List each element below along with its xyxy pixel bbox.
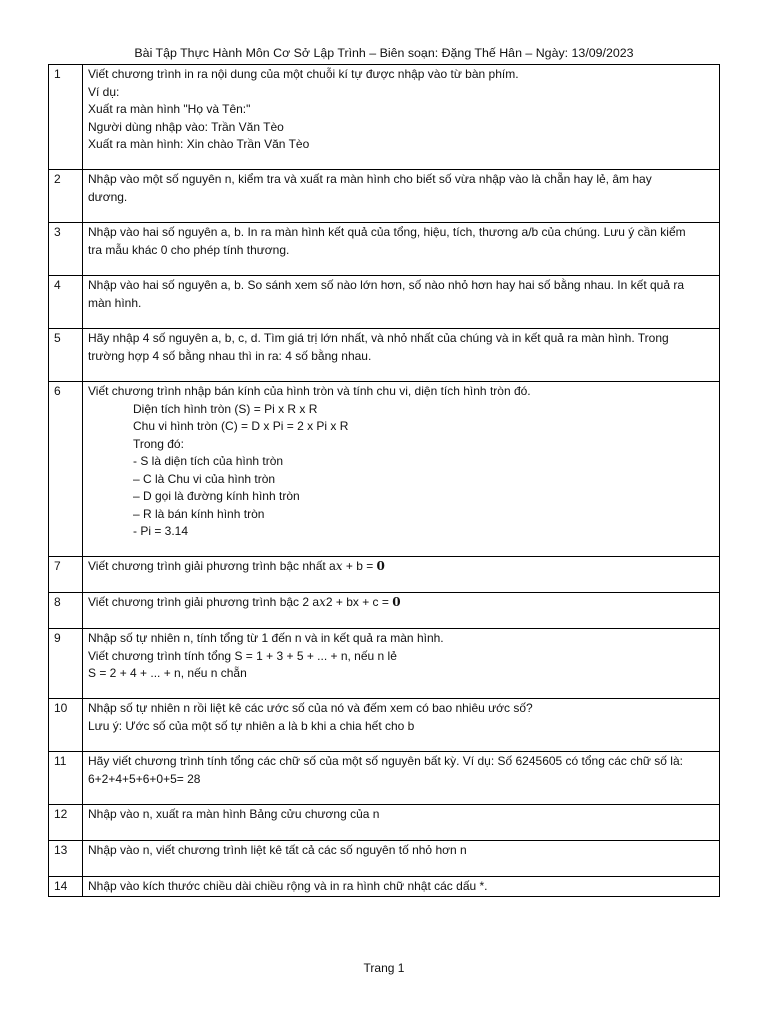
exercise-row — [49, 629, 720, 699]
exercise-content — [83, 223, 720, 276]
formula-line: Chu vi hình tròn (C) = D x Pi = 2 x Pi x R — [133, 419, 349, 433]
exercise-number: 7 — [49, 557, 83, 593]
exercise-content — [83, 629, 720, 699]
exercise-text: dương. — [88, 189, 128, 204]
exercise-text: Người dùng nhập vào: Trần Văn Tèo — [88, 119, 284, 134]
exercise-text: Nhập số tự nhiên n rồi liệt kê các ước số của nó và đếm xem có bao nhiêu ước số? — [88, 701, 533, 715]
math-zero: 0 — [376, 559, 385, 573]
formula-line: – C là Chu vi của hình tròn — [133, 471, 276, 486]
exercise-content — [83, 65, 720, 170]
exercise-text: trường hợp 4 số bằng nhau thì in ra: 4 số bằng nhau. — [88, 348, 372, 363]
exercise-text: Nhập vào n, viết chương trình liệt kê tất cả các số nguyên tố nhỏ hơn n — [88, 843, 467, 857]
formula-line: - Pi = 3.14 — [133, 524, 189, 538]
exercise-row — [49, 752, 720, 805]
exercise-row — [49, 170, 720, 223]
exercise-number: 6 — [49, 382, 83, 557]
exercise-text: tra mẫu khác 0 cho phép tính thương. — [88, 242, 290, 257]
exercise-number: 14 — [49, 877, 83, 897]
exercise-text — [88, 558, 714, 576]
exercise-content — [83, 382, 720, 557]
exercise-text: Xuất ra màn hình: Xin chào Trần Văn Tèo — [88, 137, 310, 151]
exercise-text: Nhập vào hai số nguyên a, b. In ra màn hình kết quả của tổng, hiệu, tích, thương a/b của chúng. Lưu ý cần kiểm — [88, 225, 686, 239]
exercise-number: 8 — [49, 593, 83, 629]
math-variable: x — [335, 559, 343, 573]
exercise-text: Nhập số tự nhiên n, tính tổng từ 1 đến n và in kết quả ra màn hình. — [88, 631, 444, 645]
exercise-content — [83, 329, 720, 382]
exercise-number: 3 — [49, 223, 83, 276]
exercise-number: 5 — [49, 329, 83, 382]
equation-text: Viết chương trình giải phương trình bậc nhất a — [88, 559, 336, 573]
exercise-number: 1 — [49, 65, 83, 170]
exercise-number: 9 — [49, 629, 83, 699]
formula-line: Diện tích hình tròn (S) = Pi x R x R — [133, 401, 318, 416]
exercise-content — [83, 557, 720, 593]
exercise-number: 13 — [49, 841, 83, 877]
page-header: Bài Tập Thực Hành Môn Cơ Sở Lập Trình – Biên soạn: Đặng Thế Hân – Ngày: 13/09/2023 — [134, 46, 634, 60]
equation-text: 2 + bx + c = — [325, 595, 393, 609]
exercise-row — [49, 382, 720, 557]
exercise-text — [88, 594, 714, 612]
exercise-number: 10 — [49, 699, 83, 752]
exercise-content — [83, 699, 720, 752]
exercise-content — [83, 841, 720, 877]
exercise-text: Nhập vào kích thước chiều dài chiều rộng và in ra hình chữ nhật các dấu *. — [88, 879, 488, 893]
exercise-text: màn hình. — [88, 295, 142, 310]
exercise-text: Nhập vào n, xuất ra màn hình Bảng cửu chương của n — [88, 807, 380, 821]
page-number: Trang 1 — [363, 961, 405, 975]
exercise-row — [49, 805, 720, 841]
exercise-text: Nhập vào hai số nguyên a, b. So sánh xem số nào lớn hơn, số nào nhỏ hơn hay hai số bằng nhau. In kết quả ra — [88, 278, 685, 292]
exercise-text: Viết chương trình in ra nội dung của một chuỗi kí tự được nhập vào từ bàn phím. — [88, 67, 519, 81]
exercise-content — [83, 170, 720, 223]
exercise-text: Nhập vào một số nguyên n, kiểm tra và xuất ra màn hình cho biết số vừa nhập vào là chẵn hay lẻ, âm hay — [88, 172, 652, 186]
formula-line: – R là bán kính hình tròn — [133, 506, 265, 521]
exercise-row — [49, 593, 720, 629]
exercise-text: Ví dụ: — [88, 84, 120, 99]
exercise-row — [49, 329, 720, 382]
exercise-content — [83, 593, 720, 629]
equation-text: Viết chương trình giải phương trình bậc 2 a — [88, 595, 320, 609]
exercise-row — [49, 841, 720, 877]
exercise-number: 12 — [49, 805, 83, 841]
exercise-text: Viết chương trình nhập bán kính của hình tròn và tính chu vi, diện tích hình tròn đó. — [88, 384, 531, 398]
exercise-text: Hãy viết chương trình tính tổng các chữ số của một số nguyên bất kỳ. Ví dụ: Số 6245605 có tổng các chữ số là: — [88, 754, 683, 768]
exercise-text: Lưu ý: Ước số của một số tự nhiên a là b khi a chia hết cho b — [88, 718, 415, 733]
formula-line: - S là diện tích của hình tròn — [133, 454, 284, 468]
exercise-row — [49, 223, 720, 276]
exercise-content — [83, 805, 720, 841]
exercise-row — [49, 276, 720, 329]
exercise-text: Hãy nhập 4 số nguyên a, b, c, d. Tìm giá trị lớn nhất, và nhỏ nhất của chúng và in kết quả ra màn hình. Trong — [88, 331, 669, 345]
exercise-table — [48, 64, 720, 897]
equation-text: + b = — [342, 559, 377, 573]
formula-line: – D gọi là đường kính hình tròn — [133, 489, 300, 503]
math-variable: x — [319, 595, 326, 609]
exercise-number: 2 — [49, 170, 83, 223]
formula-line: Trong đó: — [133, 436, 184, 451]
exercise-number: 4 — [49, 276, 83, 329]
exercise-content — [83, 276, 720, 329]
exercise-content — [83, 752, 720, 805]
exercise-row — [49, 699, 720, 752]
exercise-text: 6+2+4+5+6+0+5= 28 — [88, 771, 201, 786]
exercise-row — [49, 557, 720, 593]
exercise-text: Viết chương trình tính tổng S = 1 + 3 + 5 + ... + n, nếu n lẻ — [88, 648, 397, 663]
exercise-number: 11 — [49, 752, 83, 805]
exercise-row — [49, 65, 720, 170]
exercise-content — [83, 877, 720, 897]
math-zero: 0 — [392, 595, 401, 609]
exercise-text: Xuất ra màn hình "Họ và Tên:" — [88, 102, 251, 116]
exercise-text: S = 2 + 4 + ... + n, nếu n chẵn — [88, 666, 247, 680]
exercise-row — [49, 877, 720, 897]
